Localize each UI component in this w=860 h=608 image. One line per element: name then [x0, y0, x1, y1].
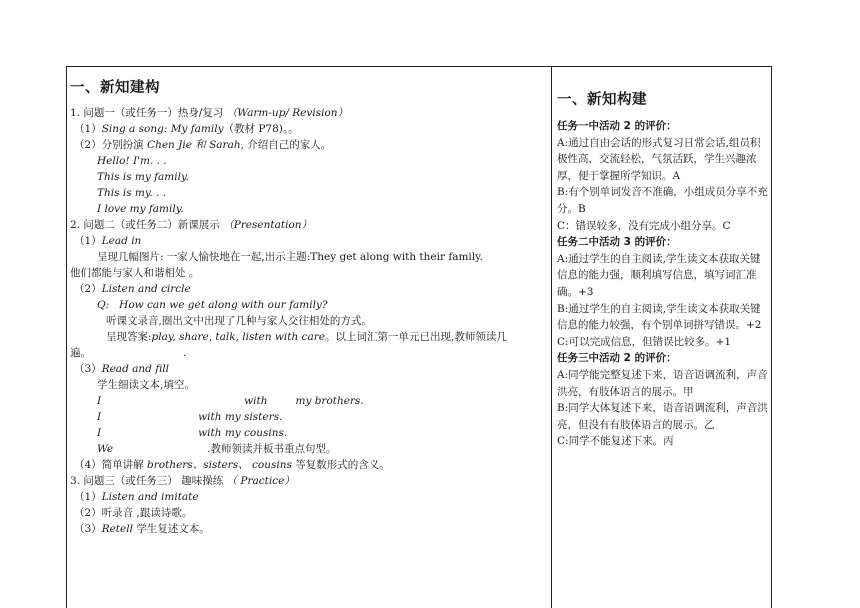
table-top-border: [66, 66, 772, 67]
evaluation-heading: 一、新知构建: [557, 92, 647, 108]
task3-eval-a: A:同学能完整复述下来，语音语调流利，声音洪亮，有肢体语言的展示。甲: [557, 368, 768, 398]
q2-step-2: （2）Listen and circle: [74, 283, 191, 295]
q1-title: 1. 问题一（或任务一）热身/复习 （Warm-up/ Revision）: [70, 107, 349, 119]
fill-sentence-1: I with my brothers.: [97, 395, 364, 407]
dialogue-line: Hello! I'm. . .: [97, 155, 167, 167]
task2-eval-heading: 任务二中活动 3 的评价：: [557, 236, 677, 249]
q2-step-2-body: 听课文录音,圈出文中出现了几种与家人交往相处的方式。: [106, 315, 372, 327]
q1-item-2: （2）分别扮演 Chen Jie 和 Sarah, 介绍自己的家人。: [74, 139, 332, 151]
q2-question: Q: How can we get along with our family?: [97, 299, 328, 311]
task2-eval-c: C:可以完成信息，但错误比较多。+1: [557, 335, 732, 348]
q3-step-1: （1）Listen and imitate: [74, 491, 199, 503]
task1-eval-b: B:有个别单词发音不准确，小组成员分享不充分。B: [557, 186, 768, 215]
section-heading: 一、新知建构: [70, 80, 160, 96]
column-divider: [551, 66, 552, 608]
task1-eval-a: A:通过自由会话的形式复习日常会话,组员积极性高，交流轻松，气氛活跃，学生兴趣浓厚，便于掌握所学知识。A: [557, 136, 761, 182]
q2-answer: 呈现答案:play, share, talk, listen with care。以上词汇第一单元已出现,教师领读几: [106, 331, 507, 343]
q3-step-3: （3）Retell 学生复述文本。: [74, 523, 210, 535]
q2-title: 2. 问题二（或任务二）新课展示 （Presentation）: [70, 219, 313, 231]
q2-step-3: （3）Read and fill: [74, 363, 169, 375]
q2-answer-cont: 遍。 .: [70, 347, 187, 359]
q2-step-1-body: 呈现几幅图片: 一家人愉快地在一起,出示主题:They get along with their family.: [97, 251, 484, 263]
q1-item-1: （1）Sing a song: My family（教材 P78)。。: [74, 123, 299, 135]
task3-eval-b: B:同学大体复述下来，语音语调流利，声音洪亮，但没有有肢体语言的展示。乙: [557, 402, 768, 431]
q3-title: 3. 问题三（或任务三） 趣味操练 （ Practice）: [70, 475, 295, 487]
lesson-plan-column: [70, 70, 550, 537]
q2-step-4: （4）简单讲解 brothers、sisters、 cousins 等复数形式的含义。: [74, 459, 390, 471]
task2-eval-a: A:通过学生的自主阅读,学生读文本获取关键信息的能力强，顺利填写信息，填写词汇准确。+3: [557, 252, 761, 298]
task2-eval-b: B:通过学生的自主阅读,学生读文本获取关键信息的能力较强，有个别单词拼写错误。+2: [557, 302, 762, 332]
evaluation-column: [557, 88, 769, 450]
q3-step-2: （2）听录音 ,跟读诗歌。: [74, 507, 193, 519]
q2-step-3-body: 学生细读文本,填空。: [97, 379, 195, 391]
table-left-border: [66, 66, 67, 608]
dialogue-line: This is my family.: [97, 171, 189, 183]
task3-eval-c: C:同学不能复述下来。丙: [557, 435, 674, 448]
task1-eval-heading: 任务一中活动 2 的评价：: [557, 120, 677, 132]
fill-sentence-3: I with my cousins.: [97, 427, 288, 439]
task3-eval-heading: 任务三中活动 2 的评价：: [557, 352, 677, 365]
q2-step-1: （1）Lead in: [74, 235, 142, 247]
fill-sentence-2: I with my sisters.: [97, 411, 283, 423]
task1-eval-c: C：错误较多，没有完成小组分享。C: [557, 219, 731, 232]
table-right-border: [771, 66, 772, 608]
dialogue-line: I love my family.: [97, 203, 184, 215]
fill-sentence-4: We .教师领读并板书重点句型。: [97, 443, 337, 455]
q2-step-1-body-cont: 他们都能与家人和谐相处 。: [70, 267, 200, 279]
dialogue-line: This is my. . .: [97, 187, 167, 199]
